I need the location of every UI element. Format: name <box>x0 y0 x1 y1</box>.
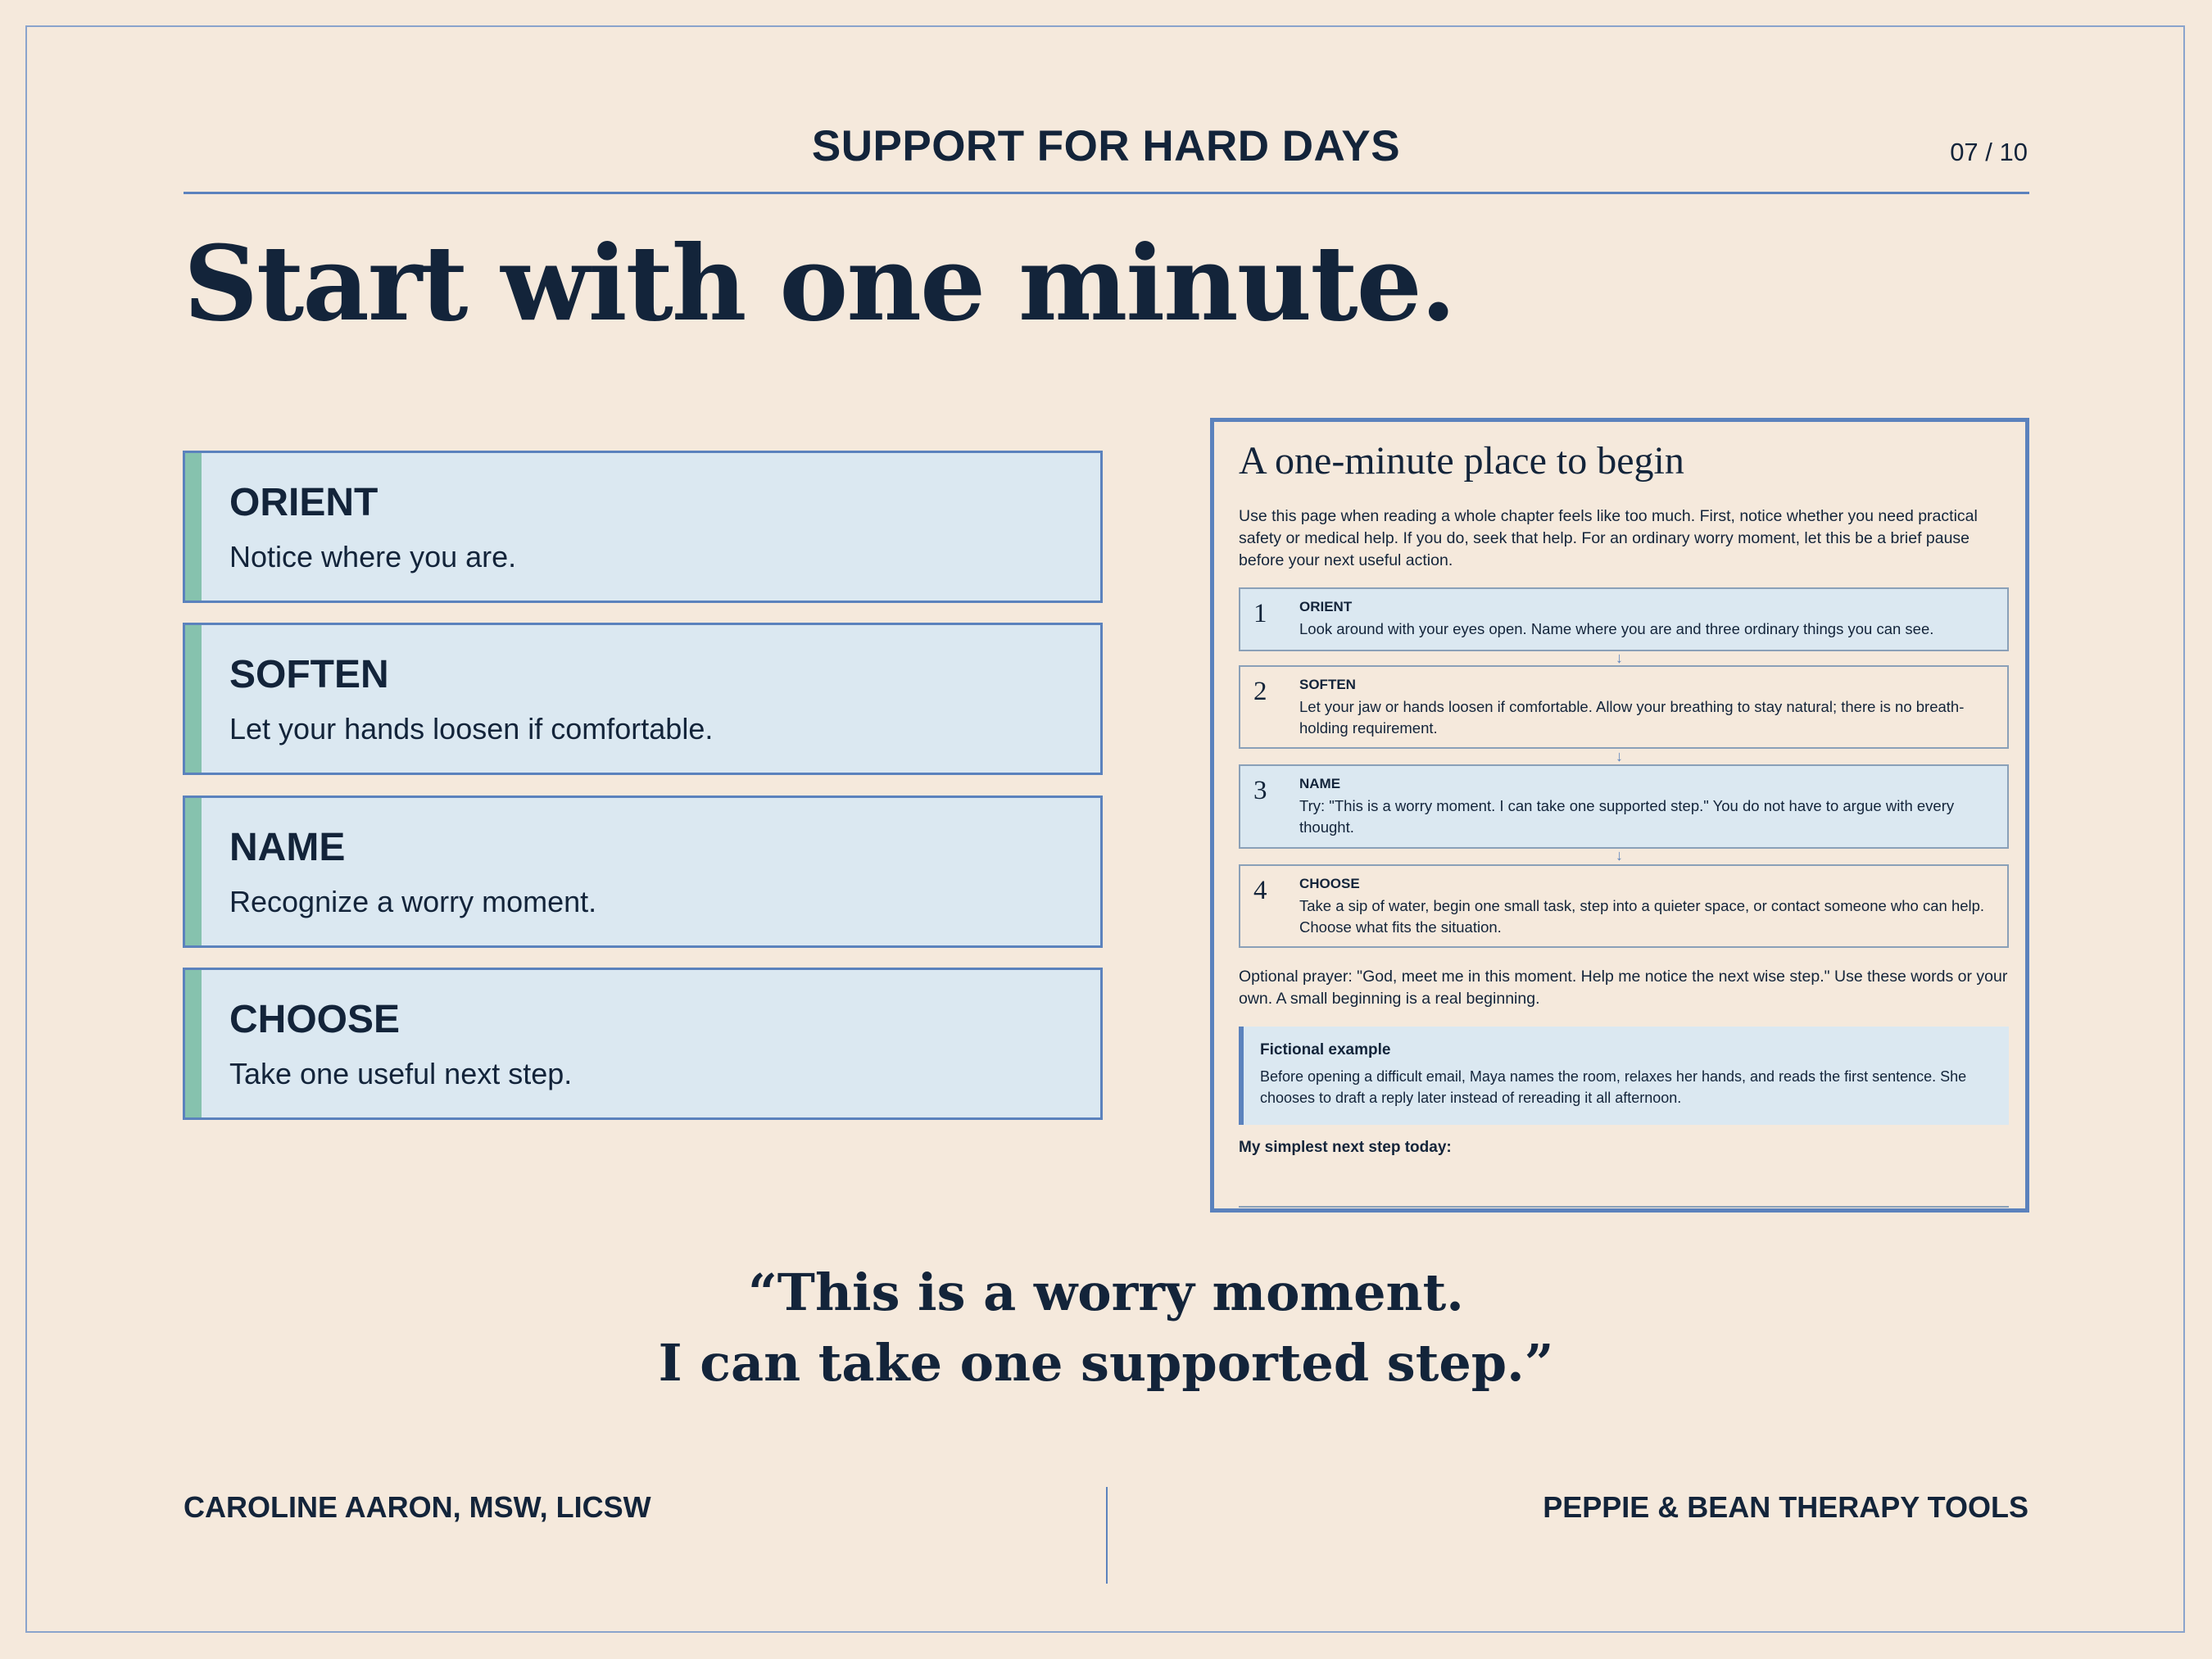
example-text: Before opening a difficult email, Maya names the room, relaxes her hands, and reads the first sentence. She chooses to draft a reply later instead of rereading it all afternoon. <box>1260 1068 1967 1106</box>
panel-step-text: Let your jaw or hands loosen if comfortable. Allow your breathing to stay natural; there is no breath-holding requirement. <box>1299 698 1965 737</box>
panel-step-label: SOFTEN <box>1299 677 1356 692</box>
footer-divider <box>1106 1487 1108 1584</box>
footer-publisher: PEPPIE & BEAN THERAPY TOOLS <box>1543 1490 2028 1524</box>
page-title: Start with one minute. <box>184 223 1455 344</box>
panel-step-number: 4 <box>1253 876 1267 905</box>
step-card-label: SOFTEN <box>229 653 389 696</box>
panel-step-text: Try: "This is a worry moment. I can take one supported step." You do not have to argue with every thought. <box>1299 797 1955 836</box>
next-step-write-line <box>1239 1206 2009 1208</box>
card-accent-bar <box>185 625 202 773</box>
panel-step-number: 1 <box>1253 599 1267 628</box>
panel-intro: Use this page when reading a whole chapter feels like too much. First, notice whether you need practical safety or medical help. If you do, seek that help. For an ordinary worry moment, let this be a brief pause before your next useful action. <box>1239 507 1978 569</box>
panel-step-label: ORIENT <box>1299 599 1353 614</box>
section-header-title: SUPPORT FOR HARD DAYS <box>811 122 1401 170</box>
fictional-example-box <box>1239 1027 2009 1125</box>
card-accent-bar <box>185 798 202 945</box>
step-card-label: NAME <box>229 826 346 869</box>
card-accent-bar <box>185 970 202 1117</box>
step-card-description: Let your hands loosen if comfortable. <box>229 712 714 746</box>
footer-author: CAROLINE AARON, MSW, LICSW <box>184 1490 651 1524</box>
step-card-description: Take one useful next step. <box>229 1057 573 1090</box>
header-divider <box>184 192 2029 194</box>
step-card-choose <box>183 968 1103 1120</box>
panel-step-orient <box>1239 587 2009 651</box>
next-step-label: My simplest next step today: <box>1239 1139 1452 1156</box>
arrow-down-icon: ↓ <box>1616 748 1623 764</box>
step-card-label: ORIENT <box>229 481 378 524</box>
affirmation-quote <box>0 1258 2212 1398</box>
card-accent-bar <box>185 453 202 601</box>
example-title: Fictional example <box>1260 1041 1391 1058</box>
panel-step-label: CHOOSE <box>1299 876 1360 891</box>
panel-step-text: Take a sip of water, begin one small task, step into a quieter space, or contact someone who can help. Choose what fits the situation. <box>1299 897 1985 936</box>
step-card-soften <box>183 623 1103 775</box>
page-number: 07 / 10 <box>1950 138 2028 166</box>
arrow-down-icon: ↓ <box>1616 650 1623 666</box>
panel-step-name <box>1239 764 2009 849</box>
one-minute-panel <box>1210 418 2029 1213</box>
step-card-description: Notice where you are. <box>229 540 517 573</box>
step-card-label: CHOOSE <box>229 998 401 1041</box>
quote-line-2: I can take one supported step.” <box>658 1333 1554 1393</box>
panel-step-number: 2 <box>1253 677 1267 706</box>
step-card-orient <box>183 451 1103 603</box>
panel-step-text: Look around with your eyes open. Name where you are and three ordinary things you can see. <box>1299 620 1934 637</box>
panel-step-choose <box>1239 864 2009 948</box>
step-card-description: Recognize a worry moment. <box>229 885 597 918</box>
panel-title: A one-minute place to begin <box>1239 439 1684 483</box>
quote-line-1: “This is a worry moment. <box>748 1262 1464 1322</box>
panel-step-number: 3 <box>1253 776 1267 805</box>
step-card-name <box>183 796 1103 948</box>
optional-prayer: Optional prayer: "God, meet me in this moment. Help me notice the next wise step." Use these words or your own. A small beginning is a real beginning. <box>1239 968 2008 1008</box>
panel-step-soften <box>1239 665 2009 749</box>
panel-step-label: NAME <box>1299 776 1341 791</box>
arrow-down-icon: ↓ <box>1616 847 1623 863</box>
